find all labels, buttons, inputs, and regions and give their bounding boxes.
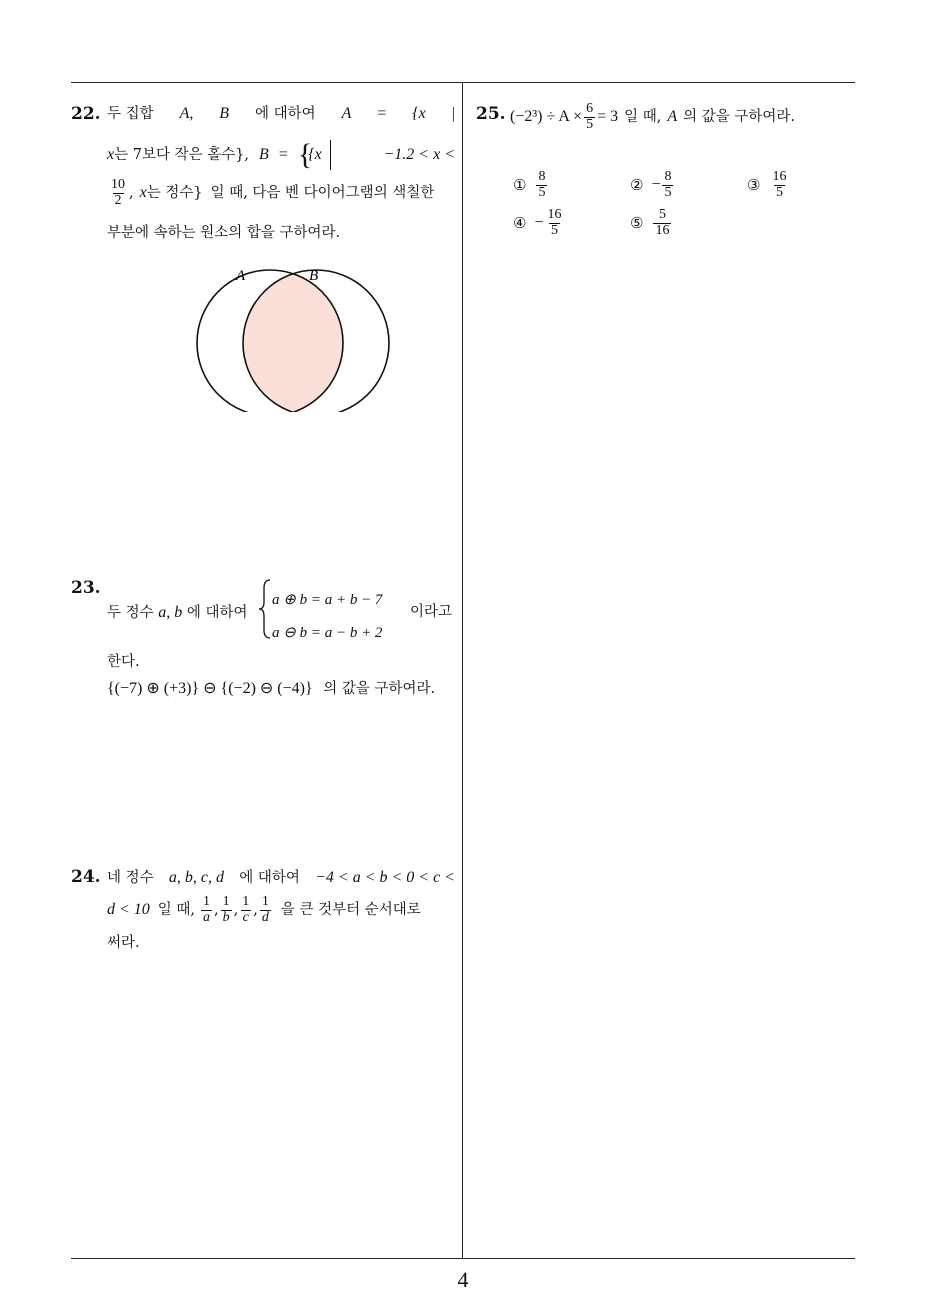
venn-diagram bbox=[170, 262, 390, 412]
q24-line1 bbox=[107, 870, 455, 886]
q22-var-x: x bbox=[139, 184, 147, 202]
q25-choice-3[interactable] bbox=[747, 170, 790, 200]
frac-num: 1 bbox=[203, 894, 211, 909]
question-22-number: 22. bbox=[71, 104, 101, 124]
q23-case-2: a ⊖ b = a − b + 2 bbox=[272, 625, 383, 641]
frac-den: d bbox=[261, 909, 269, 925]
choice-mark: ③ bbox=[747, 176, 761, 195]
choice-mark: ④ bbox=[513, 214, 527, 233]
choice-fraction bbox=[536, 170, 547, 200]
q25-choice-2[interactable] bbox=[630, 170, 675, 200]
frac-num: 1 bbox=[242, 894, 250, 909]
frac-den: 16 bbox=[655, 222, 670, 238]
frac-den: 5 bbox=[775, 184, 783, 200]
q22-text: 일 때, 다음 벤 다이어그램의 색칠한 bbox=[210, 184, 435, 201]
q24-frac-a bbox=[201, 895, 212, 925]
choice-fraction bbox=[545, 208, 563, 238]
q25-expr-end: = 3 bbox=[597, 108, 619, 126]
q22-frac-den: 2 bbox=[114, 192, 122, 208]
q23-vars: a, b bbox=[158, 604, 183, 621]
question-23-number: 23. bbox=[71, 578, 101, 598]
q22-var-a: A bbox=[341, 105, 352, 122]
q22-var-a: A, bbox=[179, 105, 194, 122]
column-divider bbox=[462, 82, 463, 1258]
q25-expr-start: (−2³) ÷ A × bbox=[510, 108, 583, 126]
q25-stem bbox=[510, 102, 795, 132]
q24-line3: 써라. bbox=[107, 935, 140, 951]
q22-text: 에 대하여 bbox=[255, 105, 316, 122]
q24-frac-b bbox=[221, 895, 232, 925]
q22-set-bar bbox=[330, 140, 331, 170]
q23-case-system bbox=[258, 578, 398, 640]
q23-text: 두 정수 bbox=[107, 605, 154, 621]
frac-num: 16 bbox=[772, 169, 787, 184]
q22-line4: 부분에 속하는 원소의 합을 구하여라. bbox=[107, 225, 341, 241]
q24-inequality: −4 < a < b < 0 < c < bbox=[315, 869, 455, 886]
q24-vars: a, b, c, d bbox=[168, 869, 224, 886]
q23-expression: {(−7) ⊕ (+3)} ⊖ {(−2) ⊖ (−4)} bbox=[107, 680, 313, 697]
q23-cases-brace bbox=[258, 578, 272, 640]
bottom-rule bbox=[71, 1258, 855, 1259]
q24-text: 네 정수 bbox=[107, 869, 154, 886]
q24-text: 일 때, bbox=[157, 901, 196, 918]
page-number: 4 bbox=[457, 1267, 469, 1292]
q22-line2 bbox=[107, 140, 455, 170]
q25-choice-4[interactable] bbox=[513, 208, 565, 238]
q22-fraction bbox=[109, 178, 127, 208]
q22-line1 bbox=[107, 106, 455, 122]
q22-brace-open: { bbox=[297, 138, 313, 171]
frac-num: 1 bbox=[261, 894, 269, 909]
q22-text: 는 7보다 작은 홀수}, bbox=[114, 146, 250, 163]
q25-text: 의 값을 구하여라. bbox=[683, 108, 796, 125]
choice-mark: ① bbox=[513, 176, 527, 195]
frac-num: 8 bbox=[664, 169, 672, 184]
q23-case-1: a ⊕ b = a + b − 7 bbox=[272, 592, 383, 608]
choice-sign: − bbox=[651, 176, 661, 194]
frac-den: b bbox=[222, 909, 230, 925]
q22-equals: = bbox=[377, 105, 387, 122]
q22-line3 bbox=[107, 178, 455, 208]
choice-fraction bbox=[770, 170, 788, 200]
choice-mark: ② bbox=[630, 176, 644, 195]
frac-den: 5 bbox=[550, 222, 558, 238]
venn-label-b: B bbox=[309, 268, 319, 284]
q22-frac-num: 10 bbox=[111, 177, 125, 192]
frac-num: 8 bbox=[538, 169, 546, 184]
q22-set-var: {x bbox=[308, 146, 322, 163]
question-24-number: 24. bbox=[71, 867, 101, 887]
q25-var-a: A bbox=[667, 108, 678, 126]
q25-choice-5[interactable] bbox=[630, 208, 673, 238]
q23-after: 이라고 bbox=[410, 604, 453, 620]
frac-den: c bbox=[242, 909, 249, 925]
q24-frac-d bbox=[260, 895, 271, 925]
choice-fraction bbox=[653, 208, 671, 238]
q22-var-x: x bbox=[107, 146, 115, 163]
choice-sign: − bbox=[534, 214, 544, 232]
q23-intro bbox=[107, 605, 248, 621]
q24-text: 에 대하여 bbox=[239, 869, 300, 886]
q23-line3 bbox=[107, 681, 435, 697]
q25-fraction bbox=[584, 102, 595, 132]
q23-line2: 한다. bbox=[107, 654, 140, 670]
q22-comma: , bbox=[129, 184, 134, 201]
venn-label-a: A bbox=[236, 268, 246, 284]
q24-frac-c bbox=[240, 895, 251, 925]
top-rule bbox=[71, 82, 855, 83]
frac-den: a bbox=[203, 909, 211, 925]
q25-text: 일 때, bbox=[624, 108, 662, 125]
frac-den: 5 bbox=[664, 184, 672, 200]
q23-text: 의 값을 구하여라. bbox=[323, 681, 436, 697]
frac-num: 6 bbox=[586, 101, 594, 116]
q24-line2: d < 10 일 때, $\frac{1}{a}$ , $\frac{1}{b}$ , $\frac{1}{c}$ , $\frac{1}{d}$ 을 큰 것부터 순서대로 bbox=[107, 894, 421, 925]
q22-set-open: {x bbox=[412, 105, 426, 122]
q22-bar: | bbox=[451, 105, 455, 122]
frac-den: 5 bbox=[586, 116, 594, 132]
frac-num: 16 bbox=[547, 207, 562, 222]
q22-text: 두 집합 bbox=[107, 105, 154, 122]
choice-fraction bbox=[662, 170, 673, 200]
q22-ineq: −1.2 < x < bbox=[383, 146, 455, 163]
q22-var-b: B bbox=[259, 146, 269, 163]
frac-num: 5 bbox=[658, 207, 666, 222]
q22-text: 는 정수} bbox=[146, 184, 203, 201]
q24-text: 을 큰 것부터 순서대로 bbox=[280, 901, 421, 918]
q22-equals: = bbox=[278, 146, 288, 163]
q22-var-b: B bbox=[219, 105, 230, 122]
frac-den: 5 bbox=[538, 184, 546, 200]
q24-ineq-end: d < 10 bbox=[107, 901, 150, 919]
question-25-number: 25. bbox=[476, 104, 506, 124]
choice-mark: ⑤ bbox=[630, 214, 644, 233]
q23-text: 에 대하여 bbox=[186, 605, 248, 621]
q25-choice-1[interactable] bbox=[513, 170, 549, 200]
frac-num: 1 bbox=[222, 894, 230, 909]
